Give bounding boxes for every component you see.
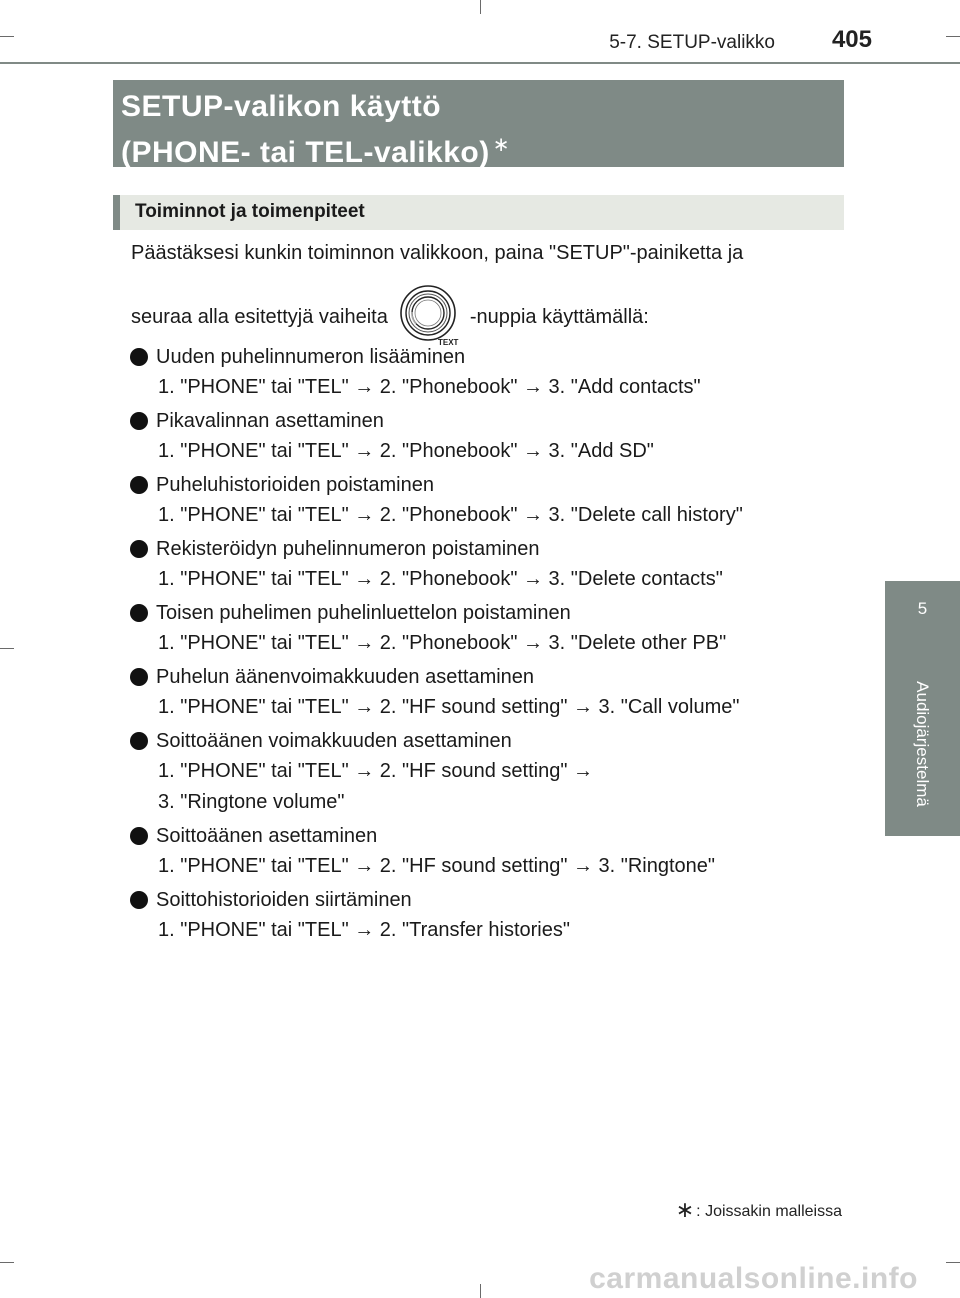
item-title: Puhelun äänenvoimakkuuden asettaminen bbox=[156, 666, 535, 688]
bullet-icon bbox=[130, 412, 148, 430]
list-item bbox=[130, 885, 850, 946]
item-title: Rekisteröidyn puhelinnumeron poistaminen bbox=[156, 538, 540, 560]
list-item bbox=[130, 662, 850, 723]
crop-mark bbox=[946, 1262, 960, 1263]
subheading-text: Toiminnot ja toimenpiteet bbox=[135, 201, 365, 222]
bullet-icon bbox=[130, 348, 148, 366]
crop-mark bbox=[0, 648, 14, 649]
item-title: Soittoäänen asettaminen bbox=[156, 825, 378, 847]
list-item bbox=[130, 406, 850, 467]
item-title: Soittohistorioiden siirtäminen bbox=[156, 889, 412, 911]
item-path: 1. "PHONE" tai "TEL" → 2. "Phonebook" → 3. "Delete contacts" bbox=[158, 568, 723, 590]
list-item bbox=[130, 342, 850, 403]
item-title: Pikavalinnan asettaminen bbox=[156, 410, 384, 432]
asterisk-icon: ∗ bbox=[675, 1197, 695, 1222]
item-title: Puheluhistorioiden poistaminen bbox=[156, 474, 434, 496]
item-title: Toisen puhelimen puhelinluettelon poistaminen bbox=[156, 602, 571, 624]
list-item bbox=[130, 534, 850, 595]
running-header bbox=[0, 26, 960, 56]
crop-mark bbox=[0, 1262, 14, 1263]
footnote-text: : Joissakin malleissa bbox=[696, 1203, 842, 1220]
crop-mark bbox=[480, 1284, 481, 1298]
item-title: Soittoäänen voimakkuuden asettaminen bbox=[156, 730, 512, 752]
title-line-2: (PHONE- tai TEL-valikko) bbox=[121, 136, 490, 169]
crop-mark bbox=[480, 0, 481, 14]
header-rule bbox=[0, 62, 960, 64]
function-list bbox=[130, 342, 850, 949]
chapter-number: 5 bbox=[917, 599, 928, 618]
bullet-icon bbox=[130, 891, 148, 909]
chapter-tab bbox=[885, 581, 960, 836]
item-path: 1. "PHONE" tai "TEL" → 2. "HF sound setting" → 3. "Ringtone" bbox=[158, 855, 716, 877]
bullet-icon bbox=[130, 604, 148, 622]
item-path: 1. "PHONE" tai "TEL" → 2. "Phonebook" → 3. "Delete other PB" bbox=[158, 632, 727, 654]
bullet-icon bbox=[130, 476, 148, 494]
item-path: 1. "PHONE" tai "TEL" → 2. "Phonebook" → 3. "Add contacts" bbox=[158, 376, 701, 398]
watermark: carmanualsonline.info bbox=[589, 1262, 918, 1295]
bullet-icon bbox=[130, 732, 148, 750]
bullet-icon bbox=[130, 668, 148, 686]
page-number: 405 bbox=[831, 26, 872, 53]
list-item bbox=[130, 470, 850, 531]
section-name: 5-7. SETUP-valikko bbox=[609, 32, 775, 53]
title-line-1: SETUP-valikon käyttö bbox=[121, 90, 442, 123]
item-path: 1. "PHONE" tai "TEL" → 2. "HF sound setting" → 3. "Call volume" bbox=[158, 696, 740, 718]
intro-before-icon: seuraa alla esitettyjä vaiheita bbox=[131, 305, 388, 328]
footnote bbox=[676, 1199, 842, 1225]
list-item bbox=[130, 598, 850, 659]
list-item bbox=[130, 726, 850, 818]
tune-knob-icon bbox=[398, 284, 460, 346]
page-title bbox=[113, 80, 844, 167]
intro-text-2 bbox=[131, 296, 843, 346]
item-title: Uuden puhelinnumeron lisääminen bbox=[156, 346, 466, 368]
asterisk-icon: ∗ bbox=[492, 134, 510, 156]
list-item bbox=[130, 821, 850, 882]
item-path: 1. "PHONE" tai "TEL" → 2. "HF sound setting" → 3. "Ringtone volume" bbox=[158, 760, 593, 813]
item-path: 1. "PHONE" tai "TEL" → 2. "Phonebook" → 3. "Add SD" bbox=[158, 440, 654, 462]
knob-label: TEXT bbox=[437, 338, 459, 346]
intro-after-icon: -nuppia käyttämällä: bbox=[469, 305, 649, 328]
bullet-icon bbox=[130, 827, 148, 845]
subheading bbox=[113, 195, 844, 230]
item-path: 1. "PHONE" tai "TEL" → 2. "Transfer histories" bbox=[158, 919, 570, 941]
chapter-label: Audiojärjestelmä bbox=[913, 681, 932, 807]
bullet-icon bbox=[130, 540, 148, 558]
intro-text: Päästäksesi kunkin toiminnon valikkoon, paina "SETUP"-painiketta ja bbox=[131, 242, 744, 264]
item-path: 1. "PHONE" tai "TEL" → 2. "Phonebook" → 3. "Delete call history" bbox=[158, 504, 743, 526]
